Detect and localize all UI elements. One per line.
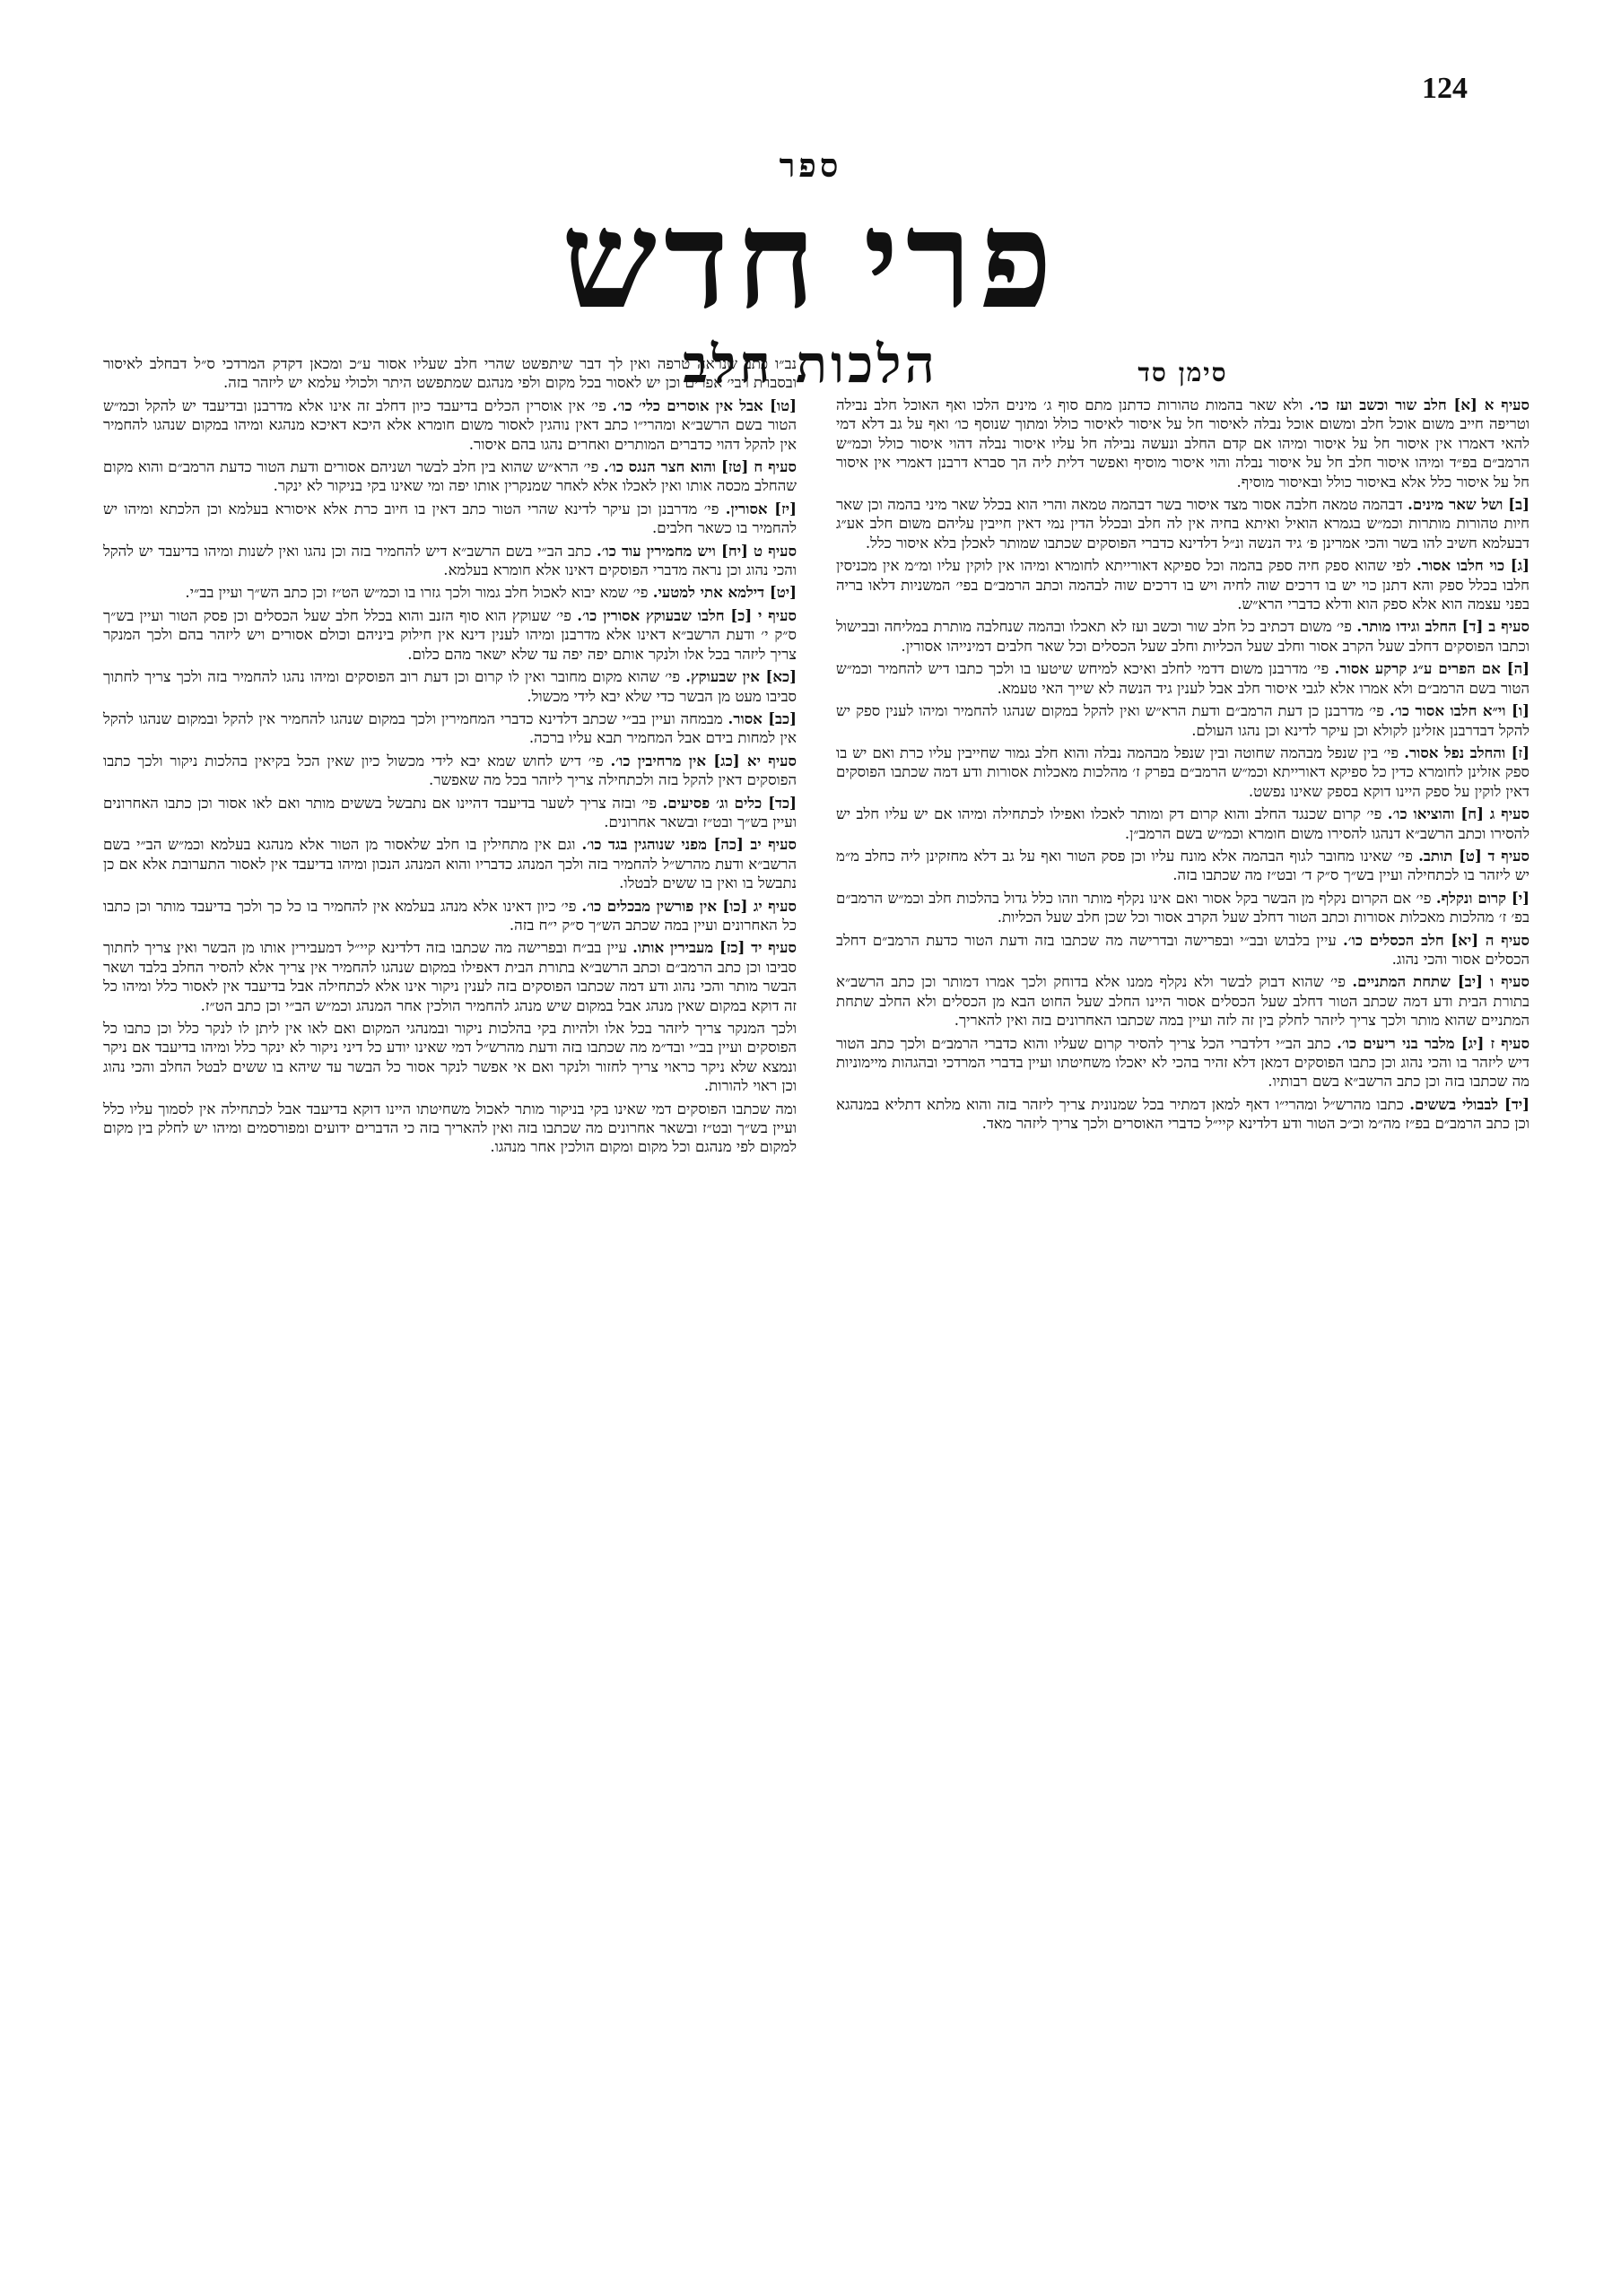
paragraph [103, 709, 797, 748]
paragraph-marker: [יד] לבבולי בששים. [1409, 1094, 1529, 1113]
section-title: הלכות חלב [683, 334, 938, 395]
paragraph-marker: [ב] ושל שאר מינים. [1407, 495, 1529, 514]
paragraph [836, 847, 1529, 885]
paragraph-text: עיין בלבוש ובב״י ובפרישה ובדרישה מה שכתבו בזה ודעת הטור כדעת הרמב״ם דחלב הכסלים אסור והכי נהוג. [836, 931, 1529, 968]
paragraph-marker: סעיף א [א] חלב שור וכשב ועז כו׳. [1309, 396, 1529, 413]
paragraph-text: פי׳ שעוקץ הוא סוף הזנב והוא בכלל חלב שעל הכסלים וכן פסק הטור ועיין בש״ך ס״ק י׳ ודעת הרשב״א דאינו אלא מדרבנן ומיהו לענין דינא אין חילוק ביניהם וכולם אסורים ויש ליזהר בהם ולכך המנקר צריך ליזהר בכל אלו ולנקר אותם יפה יפה עד שלא ישאר מהם כלום. [103, 606, 797, 663]
paragraph-marker: [יט] דילמא אתי למטעי. [652, 583, 797, 602]
paragraph-text: פי׳ כיון דאינו אלא מנהג בעלמא אין להחמיר בו כל כך ולכך בדיעבד מותר וכן כתבו כל האחרונים ועיין במה שכתב הש״ך ס״ק י״ח בזה. [103, 897, 797, 934]
paragraph [103, 752, 797, 790]
book-title: פרי חדש [561, 187, 1060, 336]
paragraph [103, 1019, 797, 1096]
paragraph [836, 495, 1529, 552]
paragraph [103, 794, 797, 832]
paragraph-text: כתב הב״י דלדברי הכל צריך להסיר קרום שעליו והוא כדברי הרמב״ם ולכך כתב הטור דיש ליזהר בו והכי נהוג וכן כתבו הפוסקים דמאן דלא זהיר בהכי לא יאכלו משחיטתו ועיין בדברי המרדכי ובהגהות מיימוניות מה שכתבו בזה וכן כתב הרשב״א בשם רבותיו. [836, 1034, 1529, 1091]
paragraph-text: פי׳ בין שנפל מבהמה שחוטה ובין שנפל מבהמה נבלה והוא חלב גמור שחייבין עליו כרת ואם יש בו ספק אזלינן לחומרא כדין כל ספיקא דאורייתא וכמ״ש הרמב״ם בפרק ז׳ מהלכות מאכלות אסורות ודע דמה שכתבו הפוסקים דאין לוקין על ספק היינו דוקא בספק שאינו נפשט. [836, 744, 1529, 800]
paragraph [103, 938, 797, 1015]
paragraph-text: פי׳ קרום שכנגד החלב והוא קרום דק ומותר לאכלו ואפילו לכתחילה ומיהו אם יש עליו חלב יש להסירו וכתב הרשב״א דנהגו להסירו משום חומרא וכמ״ש בשם הרמב״ן. [836, 805, 1529, 842]
paragraph-marker: סעיף יד [כז] מעבירין אותו. [632, 938, 797, 957]
paragraph [103, 667, 797, 706]
paragraph-text: וגם אין מתחילין בו חלב שלאסור מן הטור אלא מנהגא בעלמא וכמ״ש הב״י בשם הרשב״א ודעת מהרש״ל להחמיר בזה ולכך המנהג כדבריו והוא המנהג הנכון ומיהו בדיעבד אין לאסור התערובת אלא אם כן נתבשל בו ואין בו ששים לבטלו. [103, 836, 797, 892]
paragraph-text: מבמחה ועיין בב״י שכתב דלדינא כדברי המחמירין ולכך במקום שנהגו להחמיר אין להקל ובמקום שנהגו להקל אין למחות בידם אבל המחמיר תבא עליו ברכה. [103, 709, 797, 747]
paragraph-marker: סעיף ג [ח] והוציאו כו׳. [1387, 804, 1529, 823]
paragraph [836, 804, 1529, 843]
paragraph-text: לפי שהוא ספק חיה ספק בהמה וכל ספיקא דאורייתא לחומרא ומיהו אין לוקין עליו ומ״מ אין מכניסין חלבו בכלל ספק והא דתנן כוי יש בו דרכים שוה לחיה ויש בו דרכים שוה לבהמה וכתב הרמב״ם בפי׳ המשניות דלאו בריה בפני עצמה הוא אלא ספק הוא ודלא כדברי הרא״ש. [836, 557, 1529, 613]
paragraph-marker: [טו] אבל אין אוסרים כלי׳ כו׳. [612, 396, 797, 414]
paragraph-text: פי׳ שמא יבוא לאכול חלב גמור ולכך גזרו בו וכמ״ש הט״ז וכן כתב הש״ך ועיין בב״י. [185, 584, 649, 602]
paragraph-text: פי׳ הרא״ש שהוא בין חלב לבשר ושניהם אסורים ודעת הטור כדעת הרמב״ם והוא מקום שהחלב מכסה אותו ואין לאכלו אלא לאחר שמנקרין אותו יפה ומי שאינו בקי בניקור לא ינקר. [103, 458, 797, 495]
paragraph [103, 457, 797, 496]
paragraph-marker: [כד] כלים וג׳ פסיעים. [662, 793, 797, 812]
page-number: 124 [1422, 72, 1468, 105]
paragraph [836, 972, 1529, 1030]
paragraph-text: פי׳ מדרבנן כן דעת הרמב״ם ודעת הרא״ש ואין להקל במקום שנהגו להחמיר ומיהו לענין ספק יש להקל דבדרבנן אזלינן לקולא וכן עיקר לדינא וכן נהגו העולם. [836, 702, 1529, 739]
left-column [103, 354, 797, 2220]
paragraph-marker: [ג] כוי חלבו אסור. [1416, 556, 1529, 575]
paragraph-text: נב״ו כתב שנראה טרפה ואין לך דבר שיתפשט שהרי חלב שעליו אסור ע״כ ומכאן דקדק המרדכי ס״ל דבחלב לאיסור ובסברת רבי׳ אפרים וכן יש לאסור בכל מקום ולפי מנהגם שמתפשט היתר ולכולי עלמא יש ליזהר בזה. [103, 355, 797, 392]
paragraph-text: ולא שאר בהמות טהורות כדתנן מתם סוף ג׳ מינים הלכו ואף האוכל חלב נבילה וטריפה חייב משום אוכל חלב ומשום אוכל נבלה לאיסור חל על איסור לאיסור כולל ומתוך שנוסף כו׳ ואף על גב דלא דמי להאי דאמרו אין איסור חל על איסור ומיהו אם קדם החלב ונעשה נבילה חל עליו איסור נבלה דהוי איסור כולל וכמ״ש הרמב״ם בפ״ד ומיהו איסור חלב חל על איסור נבלה והוי איסור מוסיף ואפשר דלית ליה הך סברא דרבנן דאמרי אין איסור חל על איסור כלל אלא באיסור כולל ובאיסור מוסיף. [836, 396, 1529, 491]
siman-heading: סימן סד [1137, 358, 1228, 387]
paragraph [836, 889, 1529, 927]
paragraph-text: פי׳ ובזה צריך לשער בדיעבד דהיינו אם נתבשל בששים מותר ואם לאו אסור וכן כתבו האחרונים ועיין בש״ך ובט״ז ובשאר אחרונים. [103, 794, 797, 831]
paragraph-marker: [ה] אם הפרים ע״ג קרקע אסור. [1334, 659, 1529, 678]
sefer-label: ספר [779, 147, 842, 185]
paragraph-marker: [ו] וי״א חלבו אסור כו׳. [1390, 701, 1529, 720]
paragraph-text: דבהמה טמאה חלבה אסור מצד איסור בשר דבהמה טמאה והרי הוא בכלל שאר מיני בהמה וכן שאר חיות טהורות מותרות וכמ״ש בגמרא הואיל ואיתא בחיה אין לה חלב ובכלל הדין נמי דאין חייבין עליהם משום חלב אע״ג דבעלמא חשיב להו בשר והכי אמרינן פ׳ גיד הנשה ונ״ל דלדינא כדברי הפוסקים שכתבו שמותר לאכלן בלא איסור כלל. [836, 496, 1529, 552]
paragraph-text: פי׳ שהוא מקום מחובר ואין לו קרום וכן דעת רוב הפוסקים ומיהו נהגו להחמיר בזה ולכך צריך לחתוך סביבו מעט מן הבשר כדי שלא יבא לידי מכשול. [103, 668, 797, 705]
paragraph-marker: סעיף ב [ד] החלב וגידו מותר. [1356, 617, 1529, 636]
paragraph-marker: [ז] והחלב נפל אסור. [1404, 743, 1529, 761]
paragraph [103, 583, 797, 602]
paragraph [836, 744, 1529, 801]
paragraph [836, 1095, 1529, 1134]
paragraph-text: פי׳ אם הקרום נקלף מן הבשר בקל אסור ואם אינו נקלף מותר וזהו כלל גדול בהלכות חלב וכמ״ש הרמב״ם בפ׳ ז׳ מהלכות מאכלות אסורות וכתב הטור דחלב שעל הקרב אסור וכל שכן חלב שעל הכליות. [836, 889, 1529, 926]
paragraph-marker: סעיף יג [כו] אין פורשין מבכלים כו׳. [581, 896, 797, 915]
paragraph [103, 606, 797, 664]
paragraph [103, 1100, 797, 1157]
paragraph-text: פי׳ מדרבנן משום דדמי לחלב ואיכא למיחש שיטעו בו ולכך כתבו דיש להחמיר וכמ״ש הטור בשם הרמב״ם ולא אמרו אלא לגבי איסור חלב אבל לענין גיד הנשה לא שייך האי טעמא. [836, 660, 1529, 697]
paragraph-text: כתבו מהרש״ל ומהרי״ו דאף למאן דמתיר בכל שמנונית צריך ליזהר בזה והוא מלתא דתליא במנהגא וכן כתב הרמב״ם בפ״ז מה״מ וכ״כ הטור ודע דלדינא קיי״ל כדברי האוסרים ולכך צריך ליזהר מאד. [836, 1095, 1529, 1133]
paragraph-text: פי׳ משום דכתיב כל חלב שור וכשב ועז לא תאכלו ובהמה שנחלבה מותרת במליחה ובבישול וכתבו הפוסקים דחלב שעל הקרב אסור וחלב שעל הכליות וחלב שעל הכסלים וכל שאר חלבים דמינייהו אסורין. [836, 618, 1529, 655]
paragraph [836, 617, 1529, 656]
paragraph [836, 701, 1529, 740]
paragraph-text: פי׳ אין אוסרין הכלים בדיעבד כיון דחלב זה אינו אלא מדרבנן ובדיעבד יש להקל וכמ״ש הטור בשם הרשב״א ומהרי״ו כתב דאין נוהגין לאסור משום חומרא אלא היכא דאיכא מנהגא ומיהו במקום שנהגו להחמיר אין להקל דהוי כדברים המותרים ואחרים נהגו בהם איסור. [103, 396, 797, 453]
text-columns [103, 354, 1529, 2220]
paragraph-text: עיין בב״ח ובפרישה מה שכתבו בזה דלדינא קיי״ל דמעבירין אותו מן הבשר ואין צריך לחתוך סביבו וכן כתב הרמב״ם וכתב הרשב״א בתורת הבית דאפילו במקום שנהגו להחמיר אין צריך אלא להסיר החלב בלבד ושאר הבשר מותר והכי נהוג ודע דמה שכתבו הפוסקים בזה לענין ניקור אינו אלא לכתחילה אבל בדיעבד אין לאסור כלל ומיהו כל זה דוקא במקום שאין מנהג אבל במקום שיש מנהג להחמיר הולכין אחר המנהג וכמ״ש הב״י וכן כתב הט״ז. [103, 939, 797, 1014]
paragraph-marker: [י] קרום ונקלף. [1435, 888, 1529, 907]
paragraph-marker: [כא] אין שבעוקץ. [685, 667, 797, 686]
paragraph-text: פי׳ דיש לחוש שמא יבא לידי מכשול כיון שאין הכל בקיאין בהלכות ניקור ולכך כתבו הפוסקים דאין להקל בזה ולכתחילה צריך ליזהר בכל מה שאפשר. [103, 752, 797, 789]
paragraph-marker: [יז] אסורין. [725, 499, 797, 517]
paragraph-text: פי׳ מדרבנן וכן עיקר לדינא שהרי הטור כתב דאין בו חיוב כרת אלא איסורא בעלמא וכן הלכתא ומיהו יש להחמיר בו כשאר חלבים. [103, 500, 797, 537]
paragraph-marker: סעיף ד [ט] תותב. [1418, 846, 1529, 865]
paragraph-text: פי׳ שאינו מחובר לגוף הבהמה אלא מונח עליו וכן פסק הטור ואף על גב דלא מחזקינן ליה כחלב מ״מ יש ליזהר בו לכתחילה ועיין בש״ך ס״ק ד׳ ובט״ז מה שכתבו בזה. [836, 847, 1529, 884]
paragraph-text: ומה שכתבו הפוסקים דמי שאינו בקי בניקור מותר לאכול משחיטתו היינו דוקא בדיעבד אבל לכתחילה אין לסמוך עליו כלל ועיין בש״ך ובט״ז ובשאר אחרונים מה שכתבו בזה ואין להאריך בזה כי הדברים ידועים ומפורסמים ומיהו יש לחלק בין מקום למקום לפי מנהגם וכל מקום ומקום הולכין אחר מנהגו. [103, 1100, 797, 1156]
paragraph-marker: סעיף י [כ] חלבו שבעוקץ אסורין כו׳. [577, 605, 797, 624]
paragraph-marker: סעיף יא [כג] אין מרחיבין כו׳. [610, 751, 797, 770]
paragraph [836, 1034, 1529, 1091]
paragraph-marker: [כב] אסור. [728, 709, 797, 727]
paragraph-marker: סעיף ה [יא] חלב הכסלים כו׳. [1343, 930, 1529, 949]
paragraph [836, 931, 1529, 970]
paragraph [103, 354, 797, 393]
paragraph [836, 659, 1529, 698]
paragraph [836, 556, 1529, 613]
paragraph-marker: סעיף יב [כה] מפני שנוהגין בגד כו׳. [581, 835, 797, 854]
paragraph-text: ולכך המנקר צריך ליזהר בכל אלו ולהיות בקי בהלכות ניקור ובמנהגי המקום ואם לאו אין ליתן לו לנקר כלל וכן כתבו כל הפוסקים ועיין בב״י ובד״מ מה שכתבו בזה ודעת מהרש״ל דמי שאינו יודע כל דיני ניקור לא ינקר כלל ומיהו בדיעבד אם ניקר ונמצא שלא ניקר כראוי צריך לחזור ולנקר ואם אי אפשר לנקר אסור כל הבשר עד שיהא בו ששים לבטל החלב והכי נהוג וכן ראוי להורות. [103, 1020, 797, 1095]
paragraph [103, 897, 797, 935]
paragraph-marker: סעיף ח [טז] והוא חצר הנגס כו׳. [603, 457, 797, 476]
paragraph [103, 542, 797, 580]
paragraph-marker: סעיף ז [יג] מלבר בני ריעים כו׳. [1337, 1033, 1529, 1052]
paragraph-text: פי׳ שהוא דבוק לבשר ולא נקלף ממנו אלא בדוחק ולכך אמרו דמותר וכן כתב הרשב״א בתורת הבית ודע דמה שכתב הטור דחלב שעל הכסלים אסור היינו החלב שעל החוט הבא מן הכסלים ולא החלב שתחת המתניים שהוא מותר ולכך צריך ליזהר לחלק בין זה לזה ועיין במה שכתבו האחרונים בזה ואין להאריך. [836, 973, 1529, 1030]
paragraph-text: כתב הב״י בשם הרשב״א דיש להחמיר בזה וכן נהגו ואין לשנות ומיהו בדיעבד יש להקל והכי נהוג וכן נראה מדברי הפוסקים דאינו אלא חומרא בעלמא. [103, 542, 797, 579]
right-column [836, 354, 1529, 2220]
paragraph [836, 396, 1529, 491]
paragraph [103, 835, 797, 892]
paragraph-marker: סעיף ט [יח] ויש מחמירין עוד כו׳. [596, 541, 797, 560]
paragraph [103, 396, 797, 454]
paragraph [103, 500, 797, 538]
paragraph-marker: סעיף ו [יב] שתחת המתניים. [1352, 972, 1529, 991]
